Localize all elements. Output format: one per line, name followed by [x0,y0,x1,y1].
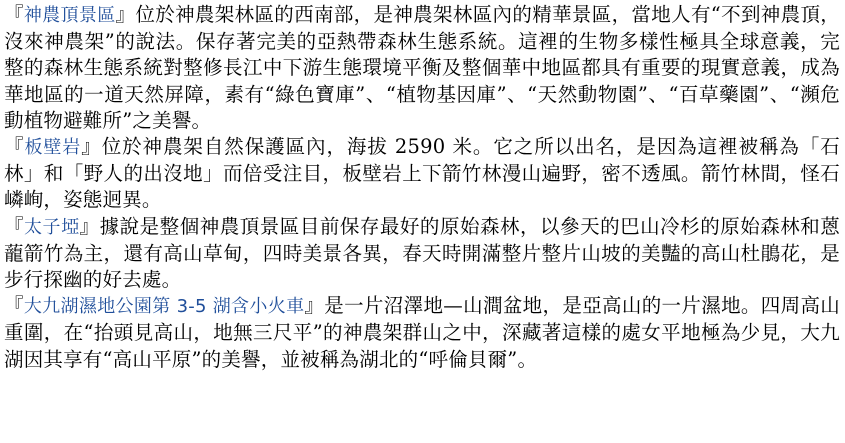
document-body [4,2,840,373]
paragraph-shennongding [4,2,840,134]
title-link-shennongding[interactable]: 神農頂景區 [23,5,116,26]
title-link-dajiuhu[interactable]: 大九湖濕地公園第 3-5 湖含小火車 [23,296,305,318]
close-quote: 』 [115,3,136,26]
paragraph-text: 據說是整個神農頂景區目前保存最好的原始森林，以參天的巴山冷杉的原始森林和蒽蘢箭竹為主，還有高山草甸，四時美景各異，春天時開滿整片整片山坡的美豔的高山杜鵑花，是步行探幽的好去處。 [4,214,841,292]
title-link-banbiyan[interactable]: 板壁岩 [24,137,82,159]
paragraph-text: 位於神農架林區的西南部，是神農架林區內的精華景區，當地人有“不到神農頂，沒來神農架”的說法。保存著完美的亞熱帶森林生態系統。這裡的生物多樣性極具全球意義，完整的森林生態系統對整修長江中下游生態環境平衡及整個華中地區都具有重要的現實意義，成為華地區的一道天然屏障，素有“綠色寶庫”、“植物基因庫”、“天然動物園”、“百草藥園”、“瀕危動植物避難所”之美譽。 [4,3,841,132]
paragraph-banbiyan [4,134,840,214]
open-quote: 『 [4,135,25,159]
open-quote: 『 [4,3,24,26]
open-quote: 『 [4,294,24,318]
close-quote: 』 [81,135,102,159]
paragraph-taiziya [4,214,840,294]
title-link-taiziya[interactable]: 太子埡 [24,216,80,238]
open-quote: 『 [4,214,25,238]
close-quote: 』 [304,294,325,318]
paragraph-text: 位於神農架自然保護區內，海拔 2590 米。它之所以出名，是因為這裡被稱為「石林」和「野人的出沒地」而倍受注目，板壁岩上下箭竹林漫山遍野，密不透風。箭竹林間，怪石嶙峋，姿態迥異。 [4,135,840,212]
paragraph-text: 是一片沼澤地—山澗盆地，是亞高山的一片濕地。四周高山重圍，在“抬頭見高山，地無三尺平”的神農架群山之中，深藏著這樣的處女平地極為少見，大九湖因其享有“高山平原”的美譽，並被稱為湖北的“呼倫貝爾”。 [4,294,840,371]
paragraph-dajiuhu [4,293,840,373]
close-quote: 』 [79,214,100,238]
